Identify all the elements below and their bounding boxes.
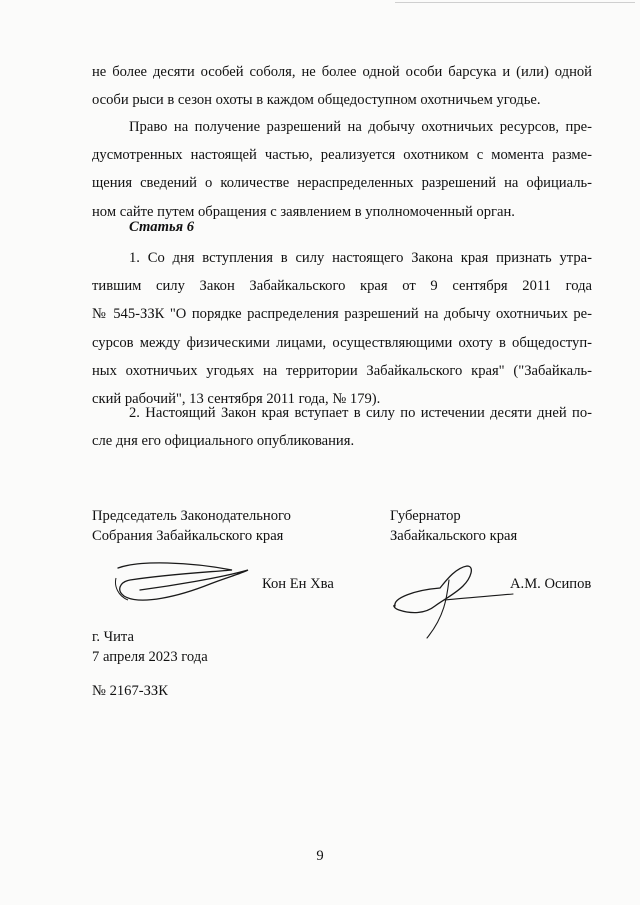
signing-date: 7 апреля 2023 года [92, 649, 208, 665]
text-line: тившим силу Закон Забайкальского края от 9 сентября 2011 года [92, 278, 592, 295]
text-line: щения сведений о количестве нераспределенных разрешений на официаль- [92, 175, 592, 192]
text-line: № 545-ЗЗК "О порядке распределения разрешений на добычу охотничьих ре- [92, 306, 592, 323]
paragraph-article-6-item-2 [92, 399, 592, 455]
paragraph-article-6-item-1 [92, 244, 592, 413]
paragraph-continuation [92, 58, 592, 114]
text-line: сле дня его официального опубликования. [92, 433, 355, 450]
text-line: ных охотничьих угодьях на территории Забайкальского края" ("Забайкаль- [92, 362, 592, 379]
signatory-right-title [390, 506, 517, 546]
scan-edge-line [395, 2, 635, 3]
text-line: 1. Со дня вступления в силу настоящего Закона края признать утра- [129, 250, 592, 266]
signatory-left-title-line: Председатель Законодательного [92, 508, 291, 524]
page-number: 9 [316, 848, 324, 864]
law-number: № 2167-ЗЗК [92, 683, 168, 699]
signatory-right-title-line: Забайкальского края [390, 528, 518, 544]
text-line: не более десяти особей соболя, не более одной особи барсука и (или) одной [92, 64, 592, 80]
text-line: сурсов между физическими лицами, осуществляющими охоту в общедоступ- [92, 334, 592, 351]
text-line: Право на получение разрешений на добычу охотничьих ресурсов, пре- [129, 119, 592, 135]
text-line: дусмотренных настоящей частью, реализуется охотником с момента разме- [92, 147, 592, 164]
paragraph-permits [92, 113, 592, 226]
signatory-right-name: А.М. Осипов [510, 576, 592, 592]
signatory-left-name: Кон Ен Хва [262, 576, 334, 592]
text-line: особи рыси в сезон охоты в каждом общедоступном охотничьем угодье. [92, 92, 541, 109]
signing-place-date [92, 627, 208, 667]
signature-right-image [385, 560, 515, 642]
text-line: ский рабочий", 13 сентября 2011 года, № 179). [92, 391, 381, 408]
text-line: 2. Настоящий Закон края вступает в силу по истечении десяти дней по- [129, 405, 592, 421]
signing-city: г. Чита [92, 629, 134, 645]
article-heading: Статья 6 [129, 219, 195, 235]
signature-left-image [100, 556, 250, 616]
signatory-left-title-line: Собрания Забайкальского края [92, 528, 284, 544]
signatory-right-title-line: Губернатор [390, 508, 461, 524]
signatory-left-title [92, 506, 291, 546]
text-line: ном сайте путем обращения с заявлением в уполномоченный орган. [92, 203, 515, 220]
